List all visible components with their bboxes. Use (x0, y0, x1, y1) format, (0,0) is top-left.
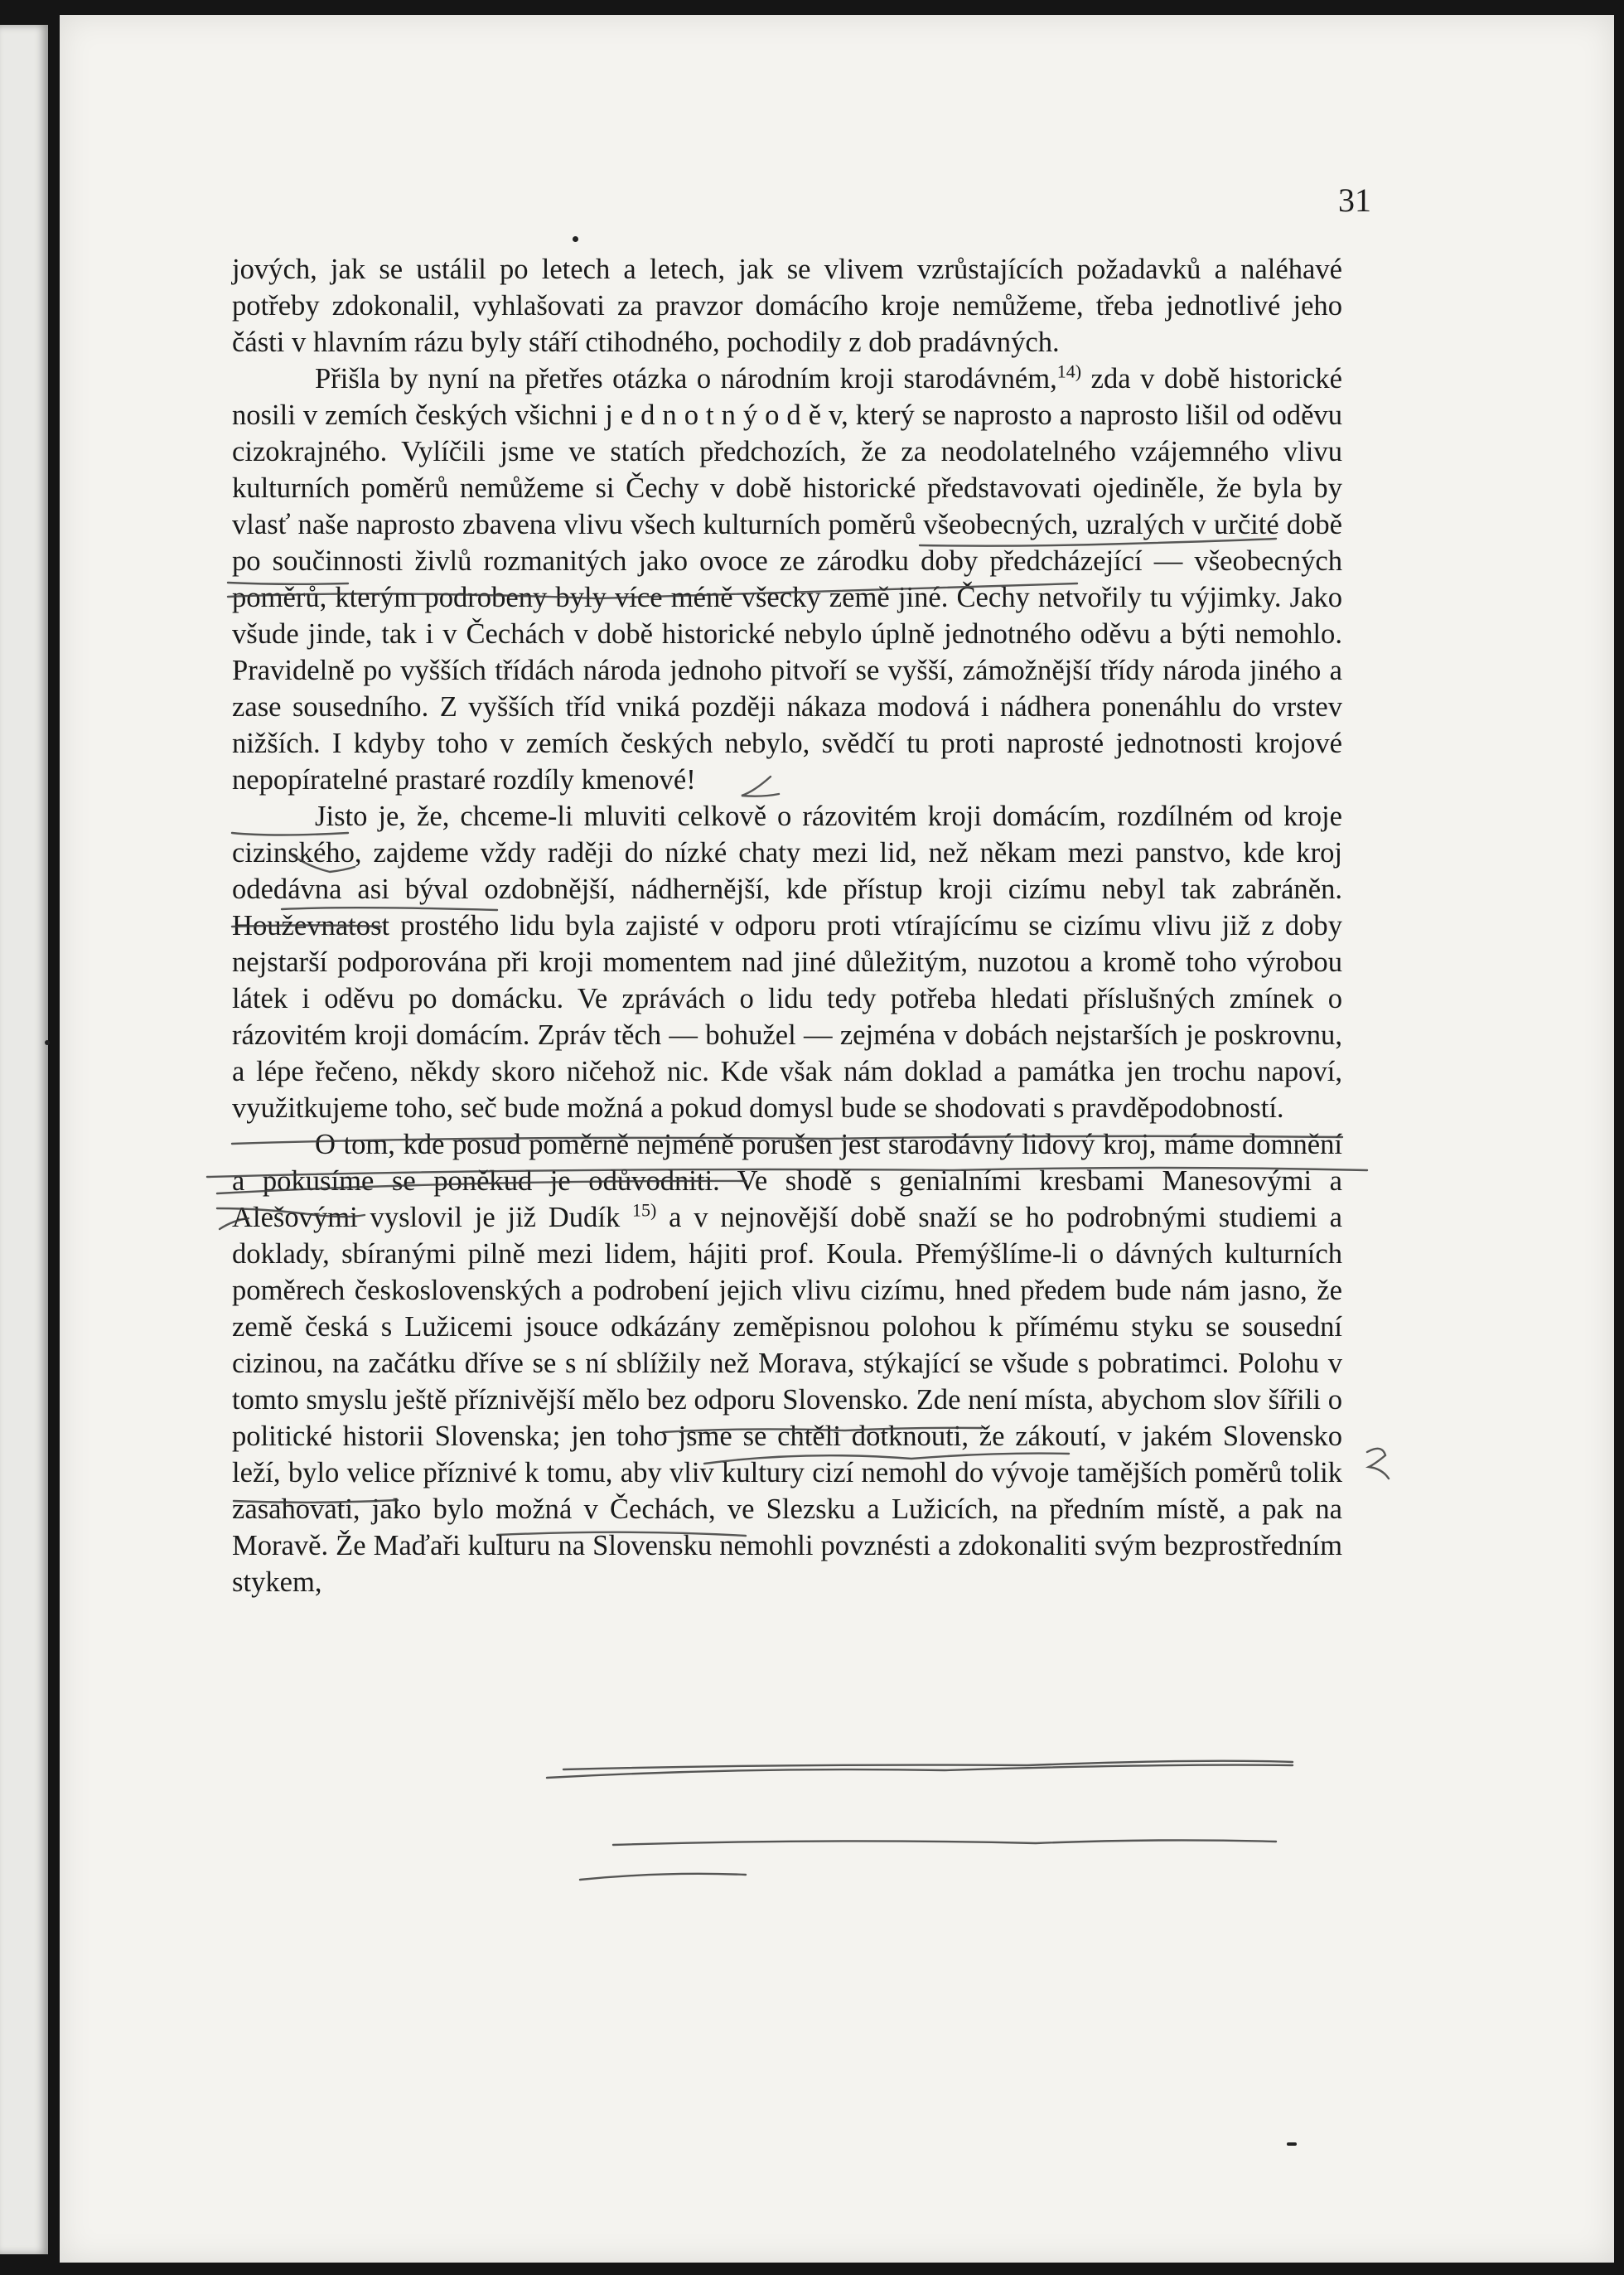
paragraph (232, 251, 1342, 361)
paragraph-text: Přišla by nyní na přetřes otázka o národním kroji starodávném, (315, 363, 1057, 394)
paragraph (232, 798, 1342, 1126)
body-text (232, 251, 1342, 1600)
footnote-reference: 14) (1056, 361, 1082, 382)
page-number: 31 (1338, 182, 1371, 219)
paragraph (232, 361, 1342, 798)
paragraph-text: jových, jak se ustálil po letech a letech, jak se vlivem vzrůstajících požadavků a naléhavé potřeby zdokonalil, vyhlašovati za pravzor domácího kroje nemůžeme, třeba jednotlivé jeho části v hlavním rázu byly stáří ctihodného, pochodily z dob pradávných. (232, 254, 1342, 358)
paragraph-text: zda v době historické nosili v zemích českých všichni j e d n o t n ý o d ě v, který se naprosto a naprosto lišil od oděvu cizokrajného. Vylíčili jsme ve statích předchozích, že za neodolatelného vzájemného vlivu kulturních poměrů nemůžeme si Čechy v době historické představovati ojediněle, že byla by vlasť naše naprosto zbavena vlivu všech kulturních poměrů všeobecných, uzralých v určité době po součinnosti živlů rozmanitých jako ovoce ze zárodku doby předcházející — všeobecných poměrů, kterým podrobeny byly více méně všecky země jiné. Čechy netvořily tu výjimky. Jako všude jinde, tak i v Čechách v době historické nebylo úplně jednotného oděvu a býti nemohlo. Pravidelně po vyšších třídách národa jednoho pitvoří se vyšší, zámožnější třídy národa jiného a zase sousedního. Z vyšších tříd vniká později nákaza modová i nádhera ponenáhlu do vrstev nižších. I kdyby toho v zemích českých nebylo, svědčí tu proti naprosté jednotnosti krojové nepopíratelné prastaré rozdíly kmenové! (232, 363, 1342, 796)
paragraph (232, 1126, 1342, 1600)
stray-dot-mark (45, 1040, 50, 1045)
previous-page-edge (0, 25, 48, 2254)
paragraph-text: a v nejnovější době snaží se ho podrobnými studiemi a doklady, sbíranými pilně mezi lidem, hájiti prof. Koula. Přemýšlíme-li o dávných kulturních poměrech československých a podrobení jejich vlivu cizímu, hned předem bude nám jasno, že země česká s Lužicemi jsouce odkázány zeměpisnou polohou k přímému styku se sousední cizinou, na začátku dříve se s ní sblížily než Morava, stýkající se všude s pobratimci. Polohu v tomto smyslu ještě příznivější mělo bez odporu Slovensko. Zde není místa, abychom slov šířili o politické historii Slovenska; jen toho jsme se chtěli dotknouti, že zákoutí, v jakém Slovensko leží, bylo velice příznivé k tomu, aby vliv kultury cizí nemohl do vývoje tamějších poměrů tolik zasahovati, jako bylo možná v Čechách, ve Slezsku a Lužicích, na předním místě, a pak na Moravě. Že Maďaři kulturu na Slovensku nemohli povznésti a zdokonaliti svým bezprostředním stykem, (232, 1202, 1343, 1598)
footnote-reference: 15) (632, 1199, 657, 1221)
paragraph-text: O tom, kde posud poměrně nejméně porušen jest starodávný lidový kroj, máme domnění a pokusíme se poněkud je odůvodniti. Ve shodě s genialními kresbami Manesovými a Alešovými vyslovil je již Dudík (232, 1129, 1342, 1233)
stray-dot-mark (1287, 2142, 1297, 2146)
paragraph-text: Jisto je, že, chceme-li mluviti celkově o rázovitém kroji domácím, rozdílném od kroje cizinského, zajdeme vždy raději do nízké chaty mezi lid, než někam mezi panstvo, kde kroj odedávna asi býval ozdobnější, nádhernější, kde přístup kroji cizímu nebyl tak zabráněn. Houževnatost prostého lidu byla zajisté v odporu proti vtírajícímu se cizímu vlivu již z doby nejstarší podporována při kroji momentem nad jiné důležitým, nuzotou a kromě toho výrobou látek i oděvu po domácku. Ve zprávách o lidu tedy potřeba hledati příslušných zmínek o rázovitém kroji domácím. Zpráv těch — bohužel — zejména v dobách nejstarších je poskrovnu, a lépe řečeno, někdy skoro ničehož nic. Kde však nám doklad a památka jen trochu napoví, využitkujeme toho, seč bude možná a pokud domysl bude se shodovati s pravděpodobností. (232, 801, 1342, 1124)
stray-dot-mark (573, 236, 578, 242)
